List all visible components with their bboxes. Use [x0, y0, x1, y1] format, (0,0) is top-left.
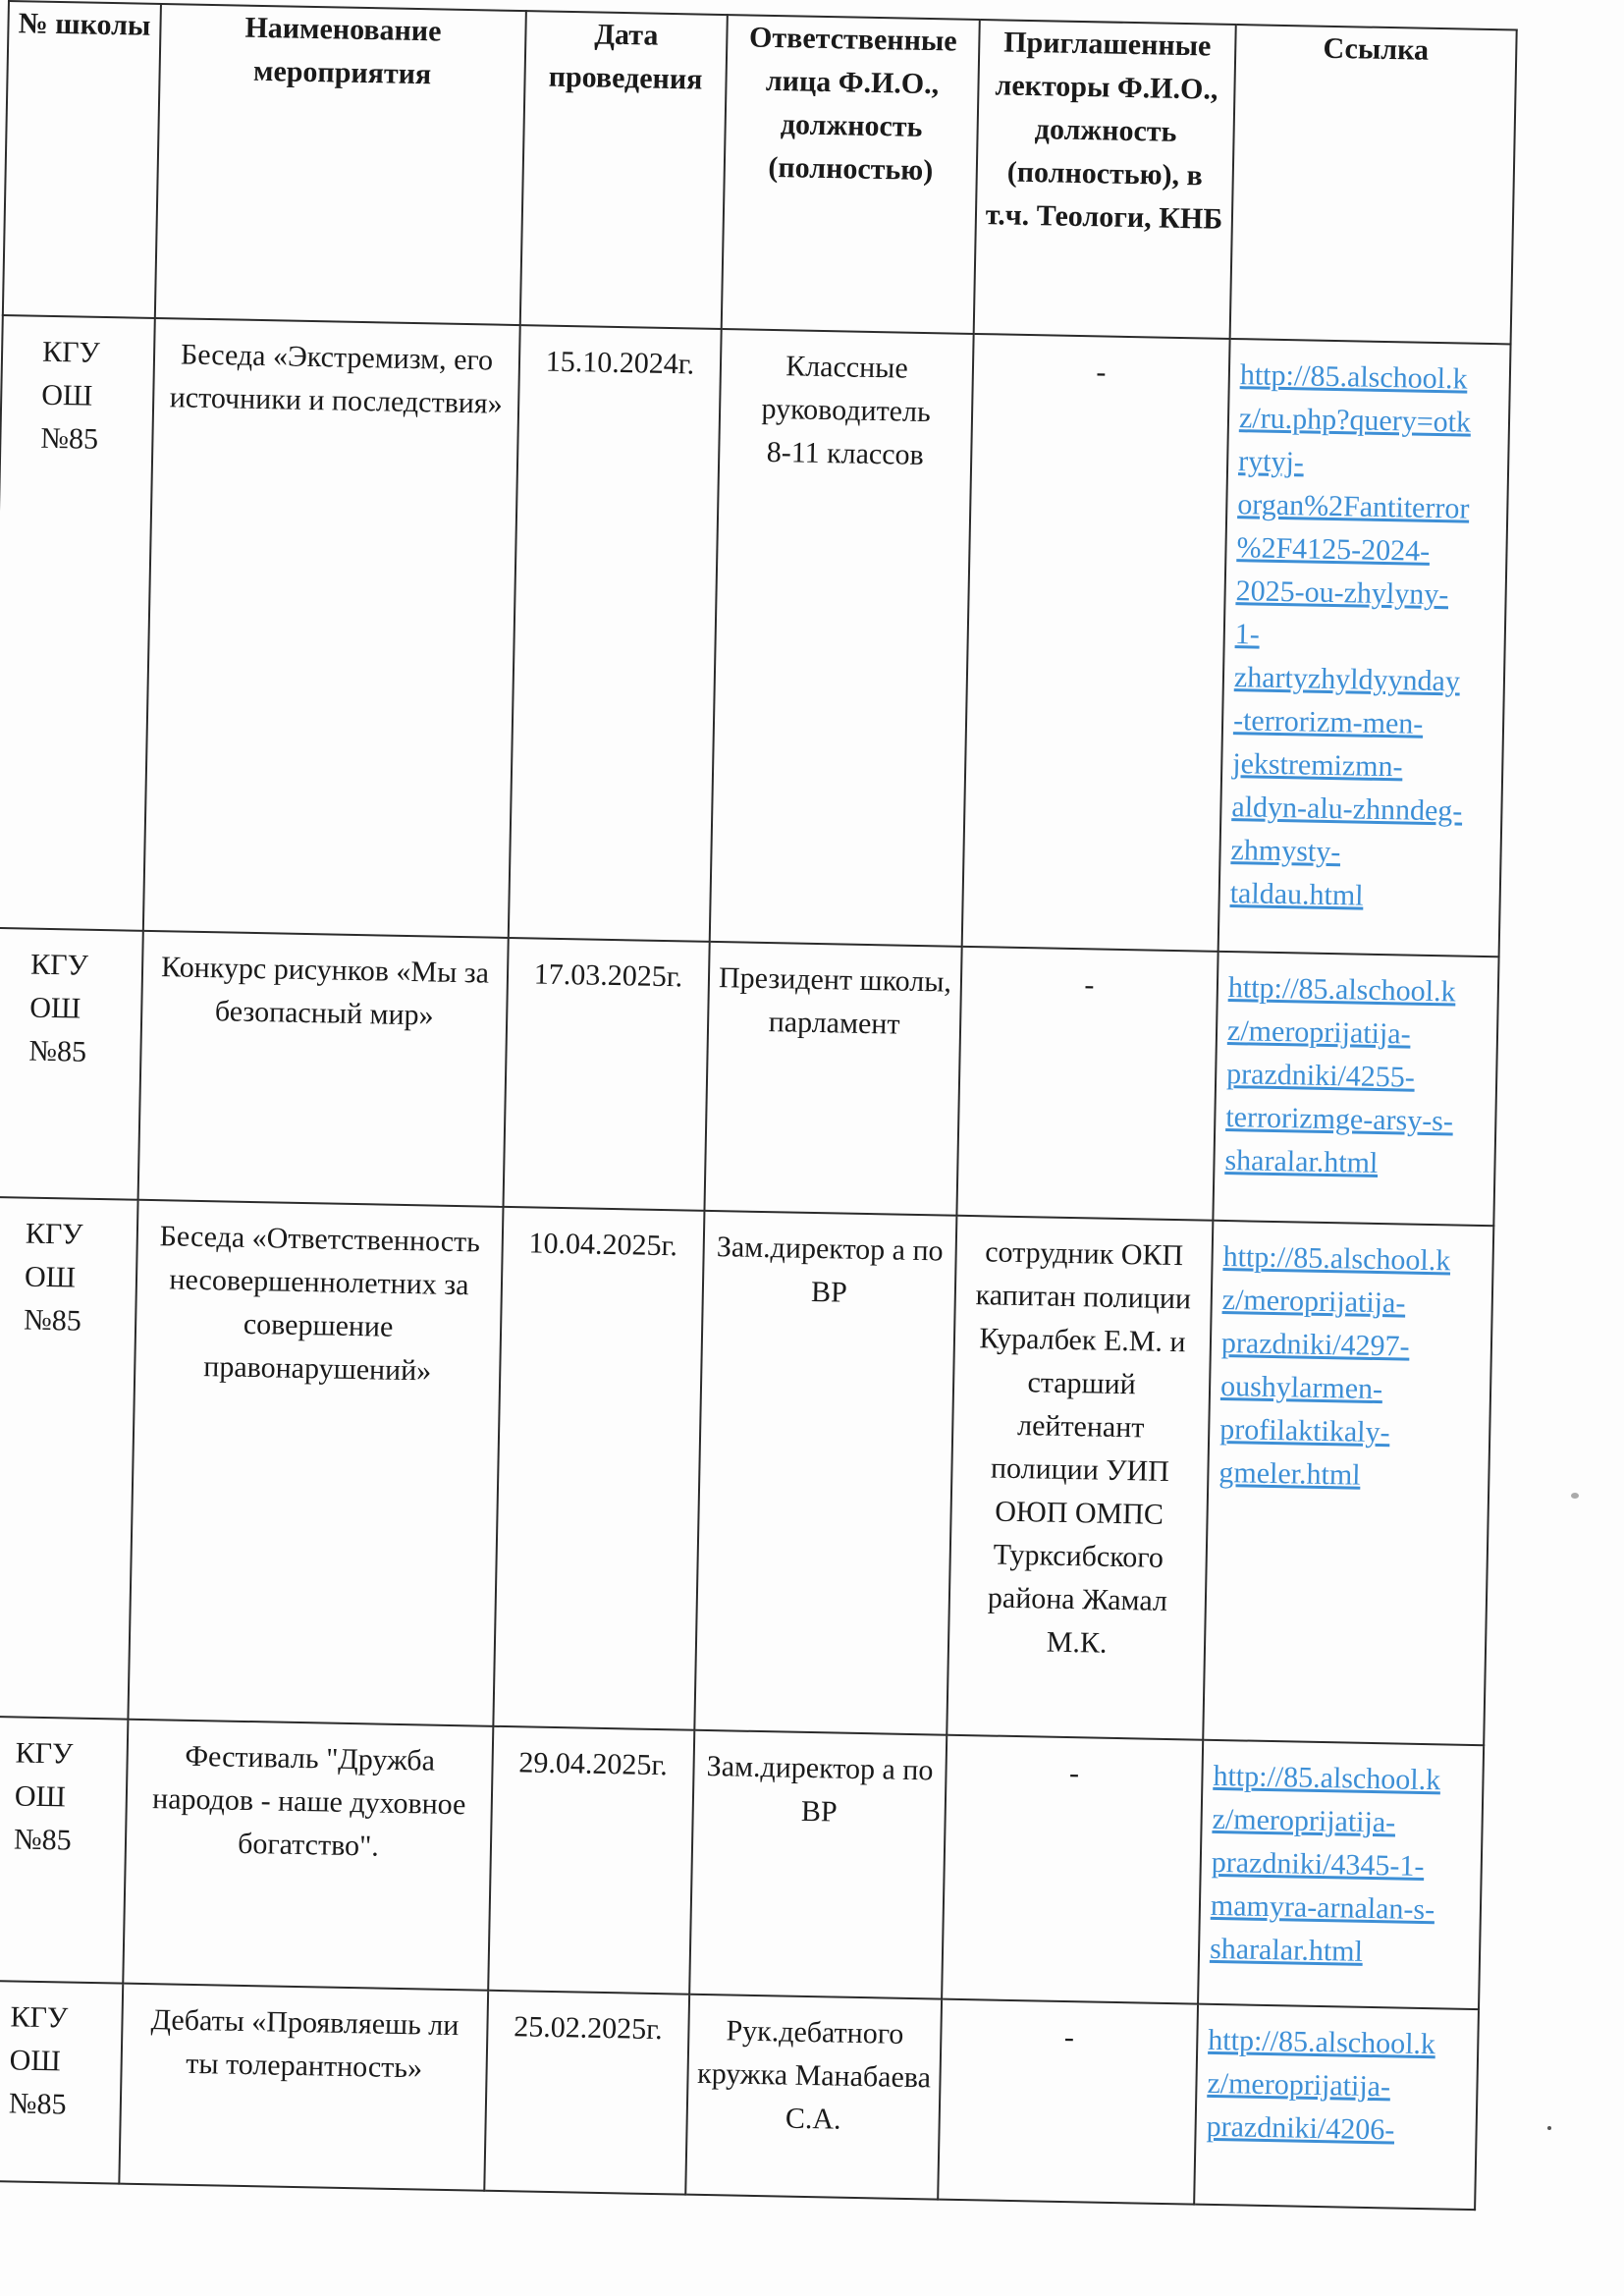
table-row: [0, 315, 1511, 957]
lecturers-cell: сотрудник ОКП капитан полиции Куралбек Е.М. и старший лейтенант полиции УИП ОЮП ОМПС Турксибского района Жамал М.К.: [947, 1216, 1213, 1740]
date-cell: 17.03.2025г.: [504, 938, 710, 1211]
table-row: [0, 1717, 1484, 2009]
link-cell: [1203, 1221, 1493, 1745]
responsible-cell: Классные руководитель 8-11 классов: [710, 329, 974, 947]
date-cell: 10.04.2025г.: [493, 1207, 704, 1730]
event-link[interactable]: http://85.alschool.k z/meroprijatija- prazdniki/4345-1- mamyra-arnalan-s- sharalar.html: [1209, 1759, 1441, 1968]
event-link[interactable]: http://85.alschool.k z/meroprijatija- prazdniki/4297- oushylarmen- profilaktikaly- gmeler.html: [1218, 1239, 1451, 1492]
header-event-name: Наименование мероприятия: [155, 4, 526, 325]
event-link[interactable]: http://85.alschool.k z/ru.php?query=otk rytyj- organ%2Fantiterror %2F4125-2024- 2025-ou-zhylyny- 1- zhartyzhyldyynday -terrorizm-men- jekstremizmn- aldyn-alu-zhnndeg- zhmysty- taldau.html: [1229, 358, 1472, 912]
responsible-cell: Зам.директор а по ВР: [689, 1730, 947, 1999]
event-cell: Беседа «Ответственность несовершеннолетних за совершение правонарушений»: [128, 1200, 503, 1726]
school-cell: КГУ ОШ №85: [0, 1981, 123, 2184]
responsible-cell: Президент школы, парламент: [704, 942, 961, 1216]
header-lecturers: Приглашенные лекторы Ф.И.О., должность (полностью), в т.ч. Теологи, КНБ: [974, 20, 1236, 339]
link-cell: [1198, 1740, 1484, 2009]
header-date: Дата проведения: [520, 11, 728, 329]
event-link[interactable]: http://85.alschool.k z/meroprijatija- prazdniki/4206-: [1206, 2023, 1436, 2147]
header-link: Ссылка: [1230, 25, 1517, 344]
link-cell: [1218, 339, 1511, 957]
date-cell: 25.02.2025г.: [484, 1991, 689, 2195]
lecturers-cell: -: [962, 334, 1230, 952]
school-cell: КГУ ОШ №85: [0, 928, 143, 1200]
header-responsible: Ответственные лица Ф.И.О., должность (полностью): [722, 15, 980, 334]
header-school-no: № школы: [3, 1, 161, 318]
date-cell: 15.10.2024г.: [509, 325, 722, 942]
lecturers-cell: -: [942, 1735, 1203, 2004]
responsible-cell: Зам.директор а по ВР: [694, 1211, 956, 1735]
link-cell: [1213, 952, 1498, 1226]
responsible-cell: Рук.дебатного кружка Манабаева С.А.: [685, 1995, 942, 2200]
lecturers-cell: -: [956, 947, 1218, 1221]
scan-speck: [1547, 2126, 1551, 2130]
school-cell: КГУ ОШ №85: [0, 1197, 138, 1720]
table-row: [0, 928, 1499, 1226]
event-cell: Беседа «Экстремизм, его источники и последствия»: [143, 318, 520, 938]
school-cell: КГУ ОШ №85: [0, 315, 155, 931]
link-cell: [1194, 2004, 1479, 2210]
scan-speck: [1571, 1493, 1579, 1499]
event-cell: Конкурс рисунков «Мы за безопасный мир»: [138, 931, 509, 1207]
school-cell: КГУ ОШ №85: [0, 1717, 128, 1984]
date-cell: 29.04.2025г.: [488, 1726, 694, 1995]
header-row: [3, 1, 1517, 344]
event-cell: Фестиваль "Дружба народов - наше духовное богатство".: [123, 1720, 493, 1991]
event-link[interactable]: http://85.alschool.k z/meroprijatija- prazdniki/4255- terrorizmge-arsy-s- sharalar.html: [1224, 971, 1456, 1180]
lecturers-cell: -: [938, 1999, 1198, 2205]
table-row: [0, 1197, 1493, 1745]
table-row: [0, 1981, 1479, 2210]
event-cell: Дебаты «Проявляешь ли ты толерантность»: [119, 1984, 488, 2191]
